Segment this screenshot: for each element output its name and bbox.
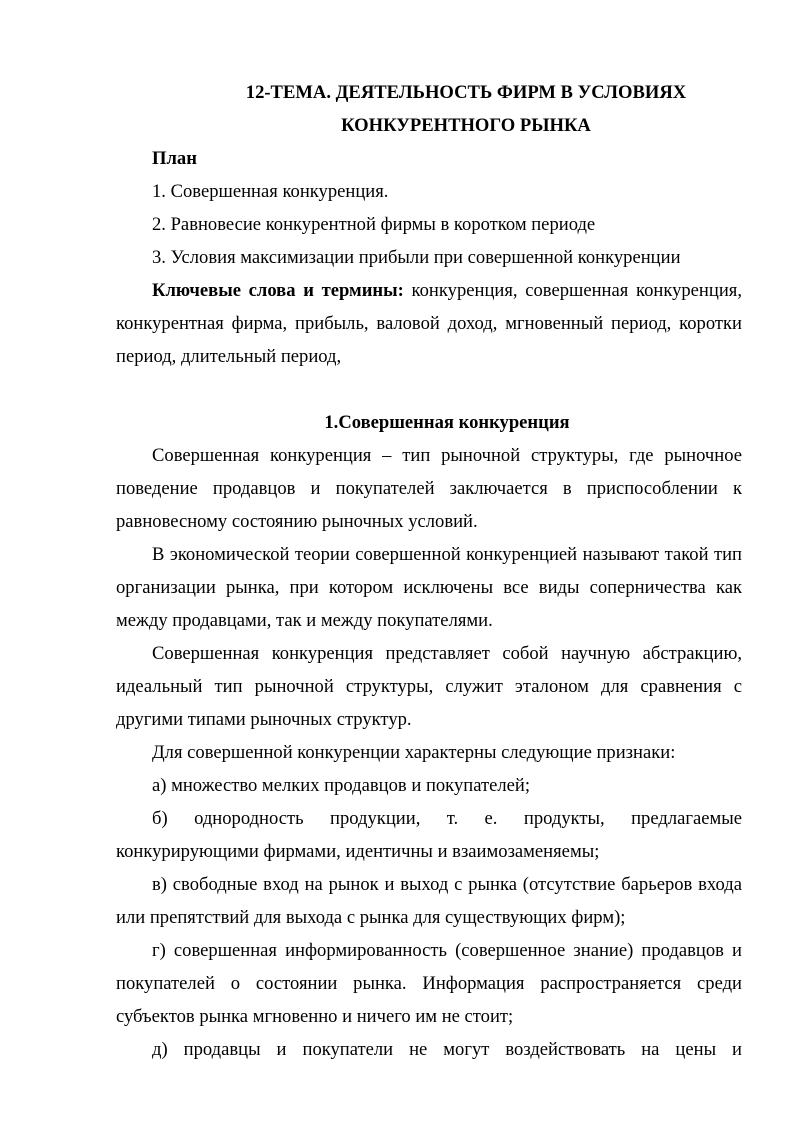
plan-item-1: 1. Совершенная конкуренция.: [152, 181, 389, 202]
section-1-heading: 1.Совершенная конкуренция: [324, 412, 570, 433]
plan-list: [116, 175, 742, 274]
feature-item-g: г) совершенная информированность (совершенное знание) продавцов и покупателей о состоянии рынка. Информация распространяется среди субъектов рынка мгновенно и ничего им не стоит;: [116, 940, 742, 1027]
paragraph-features-intro: Для совершенной конкуренции характерны следующие признаки:: [152, 742, 676, 763]
paragraph-economic-theory: В экономической теории совершенной конкуренцией называют такой тип организации рынка, при котором исключены все виды соперничества как между продавцами, так и между покупателями.: [116, 544, 742, 631]
keywords-text: конкуренция, совершенная конкуренция, конкурентная фирма, прибыль, валовой доход, мгновенный период, коротки период, длительный период,: [116, 280, 742, 367]
keywords-label: Ключевые слова и термины:: [152, 280, 404, 301]
feature-item-a: а) множество мелких продавцов и покупателей;: [152, 775, 531, 796]
keywords-paragraph: [116, 274, 742, 373]
feature-item-b: б) однородность продукции, т. е. продукты, предлагаемые конкурирующими фирмами, идентичны и взаимозаменяемы;: [116, 808, 742, 862]
plan-item-2: 2. Равновесие конкурентной фирмы в коротком периоде: [152, 214, 596, 235]
document-title-line-2: КОНКУРЕНТНОГО РЫНКА: [341, 115, 591, 136]
plan-item-3: 3. Условия максимизации прибыли при совершенной конкуренции: [152, 247, 681, 268]
feature-item-v: в) свободные вход на рынок и выход с рынка (отсутствие барьеров входа или препятствий для выхода с рынка для существующих фирм);: [116, 874, 742, 928]
plan-heading: План: [152, 148, 197, 169]
feature-item-d: д) продавцы и покупатели не могут воздействовать на цены и: [152, 1039, 742, 1060]
document-title-line-1: 12-ТЕМА. ДЕЯТЕЛЬНОСТЬ ФИРМ В УСЛОВИЯХ: [245, 82, 687, 103]
document-page: [116, 76, 742, 1066]
paragraph-abstraction: Совершенная конкуренция представляет собой научную абстракцию, идеальный тип рыночной структуры, служит эталоном для сравнения с другими типами рыночных структур.: [116, 643, 742, 730]
paragraph-definition: Совершенная конкуренция – тип рыночной структуры, где рыночное поведение продавцов и покупателей заключается в приспособлении к равновесному состоянию рыночных условий.: [116, 445, 742, 532]
